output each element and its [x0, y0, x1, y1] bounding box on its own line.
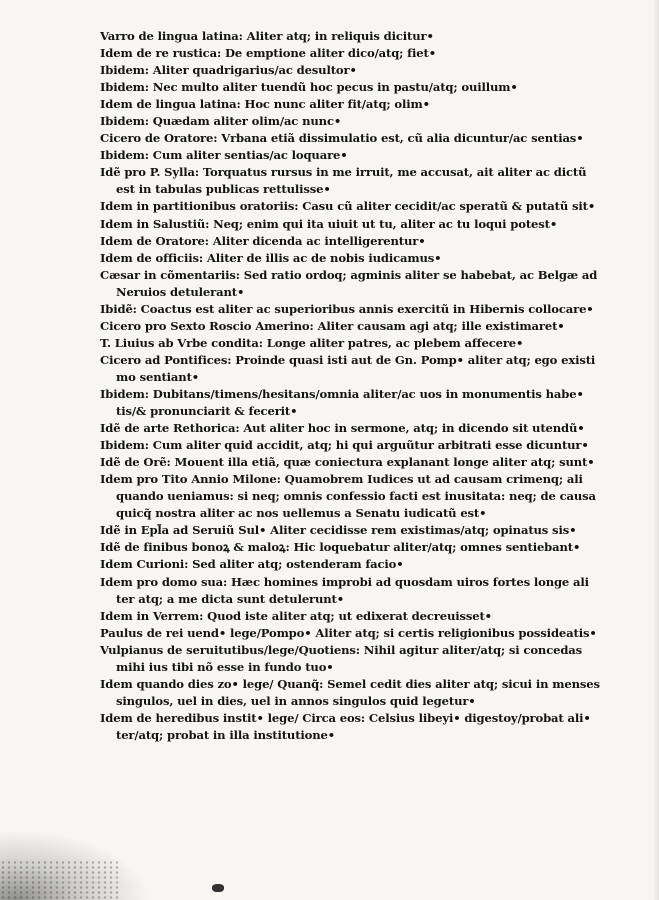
text-line: Ibidem: Quædam aliter olim/ac nunc•: [100, 114, 342, 129]
text-line: singulos, uel in dies, uel in annos singulos quid legetur•: [116, 693, 476, 708]
text-line: Ibidem: Cum aliter sentias/ac loquare•: [100, 148, 348, 163]
text-line: Ibidem: Cum aliter quid accidit, atq; hi qui arguũtur arbitrati esse dicuntur•: [100, 438, 589, 453]
text-line: Idẽ de finibus bonoꝝ & maloꝝ: Hic loquebatur aliter/atq; omnes sentiebant•: [100, 540, 581, 555]
text-line: Idem pro domo sua: Hæc homines improbi ad quosdam uiros fortes longe ali: [100, 574, 589, 589]
text-line: Cicero de Oratore: Vrbana etiã dissimulatio est, cũ alia dicuntur/ac sentias•: [100, 131, 584, 146]
text-line: tis/& pronunciarit & fecerit•: [116, 404, 298, 419]
text-line: Varro de lingua latina: Aliter atq; in reliquis dicitur•: [100, 29, 434, 43]
text-line: Idẽ de Orẽ: Mouent illa etiã, quæ coniectura explanant longe aliter atq; sunt•: [100, 455, 595, 470]
text-line: ter/atq; probat in illa institutione•: [116, 727, 336, 742]
text-line: mo sentiant•: [116, 369, 200, 384]
text-line: Idem de heredibus instit• lege/ Circa eos: Celsius libeyi• digestoy/probat ali•: [100, 710, 591, 725]
text-line: Ibidem: Aliter quadrigarius/ac desultor•: [100, 63, 357, 78]
text-line: Idẽ de arte Rethorica: Aut aliter hoc in sermone, atq; in dicendo sit utendũ•: [100, 421, 585, 436]
text-line: Cicero pro Sexto Roscio Amerino: Aliter causam agi atq; ille existimaret•: [100, 318, 565, 333]
text-line: Paulus de rei uend• lege/Pompo• Aliter atq; si certis religionibus possideatis•: [100, 625, 597, 640]
text-line: Idem de lingua latina: Hoc nunc aliter fit/atq; olim•: [100, 97, 430, 112]
text-line: Idẽ pro P. Sylla: Torquatus rursus in me irruit, me accusat, ait aliter ac dictũ: [100, 165, 587, 180]
ink-speckles: [0, 860, 120, 900]
text-line: Vulpianus de seruitutibus/lege/Quotiens: Nihil agitur aliter/atq; si concedas: [100, 642, 583, 657]
text-line: Idem pro Tito Annio Milone: Quamobrem Iudices ut ad causam crimenq; ali: [100, 472, 583, 487]
text-line: Idem in partitionibus oratoriis: Casu cũ aliter cecidit/ac speratũ & putatũ sit•: [100, 199, 596, 214]
text-line: Neruios detulerant•: [116, 284, 245, 299]
text-line: Cæsar in cõmentariis: Sed ratio ordoq; agminis aliter se habebat, ac Belgæ ad: [100, 267, 598, 282]
text-line: Ibidẽ: Coactus est aliter ac superioribus annis exercitũ in Hibernis collocare•: [100, 301, 594, 316]
text-line: Idem de Oratore: Aliter dicenda ac intelligerentur•: [100, 233, 426, 248]
text-line: Idẽ in Epl̃a ad Seruiũ Sul• Aliter cecidisse rem existimas/atq; opinatus sis•: [100, 523, 577, 538]
text-line: Idem in Salustiũ: Neq; enim qui ita uiuit ut tu, aliter ac tu loqui potest•: [100, 216, 558, 231]
text-line: Idem in Verrem: Quod iste aliter atq; ut edixerat decreuisset•: [100, 608, 492, 623]
text-line: ter atq; a me dicta sunt detulerunt•: [116, 591, 345, 606]
text-line: Ibidem: Nec multo aliter tuendũ hoc pecus in pastu/atq; ouillum•: [100, 80, 518, 95]
text-line: Cicero ad Pontifices: Proinde quasi isti aut de Gn. Pomp• aliter atq; ego existi: [100, 352, 596, 367]
text-line: quando ueniamus: si neq; omnis confessio facti est inusitata: neq; de causa: [116, 489, 596, 504]
text-line: Ibidem: Dubitans/timens/hesitans/omnia aliter/ac uos in monumentis habe•: [100, 386, 584, 401]
text-line: Idem quando dies zo• lege/ Quanq̃: Semel cedit dies aliter atq; sicui in menses: [100, 676, 600, 691]
text-line: est in tabulas publicas rettulisse•: [116, 182, 331, 197]
ink-mark: [212, 884, 224, 892]
text-line: Idem de officiis: Aliter de illis ac de nobis iudicamus•: [100, 250, 442, 265]
text-line: Idem Curioni: Sed aliter atq; ostenderam facio•: [100, 557, 404, 572]
latin-text-block: [100, 28, 600, 744]
text-line: T. Liuius ab Vrbe condita: Longe aliter patres, ac plebem affecere•: [100, 335, 524, 350]
text-line: Idem de re rustica: De emptione aliter dico/atq; fiet•: [100, 46, 436, 61]
page-edge-shadow: [653, 0, 659, 900]
text-line: mihi ius tibi nõ esse in fundo tuo•: [116, 659, 334, 674]
text-line: quicq̃ nostra aliter ac nos uellemus a Senatu iudicatũ est•: [116, 506, 487, 521]
